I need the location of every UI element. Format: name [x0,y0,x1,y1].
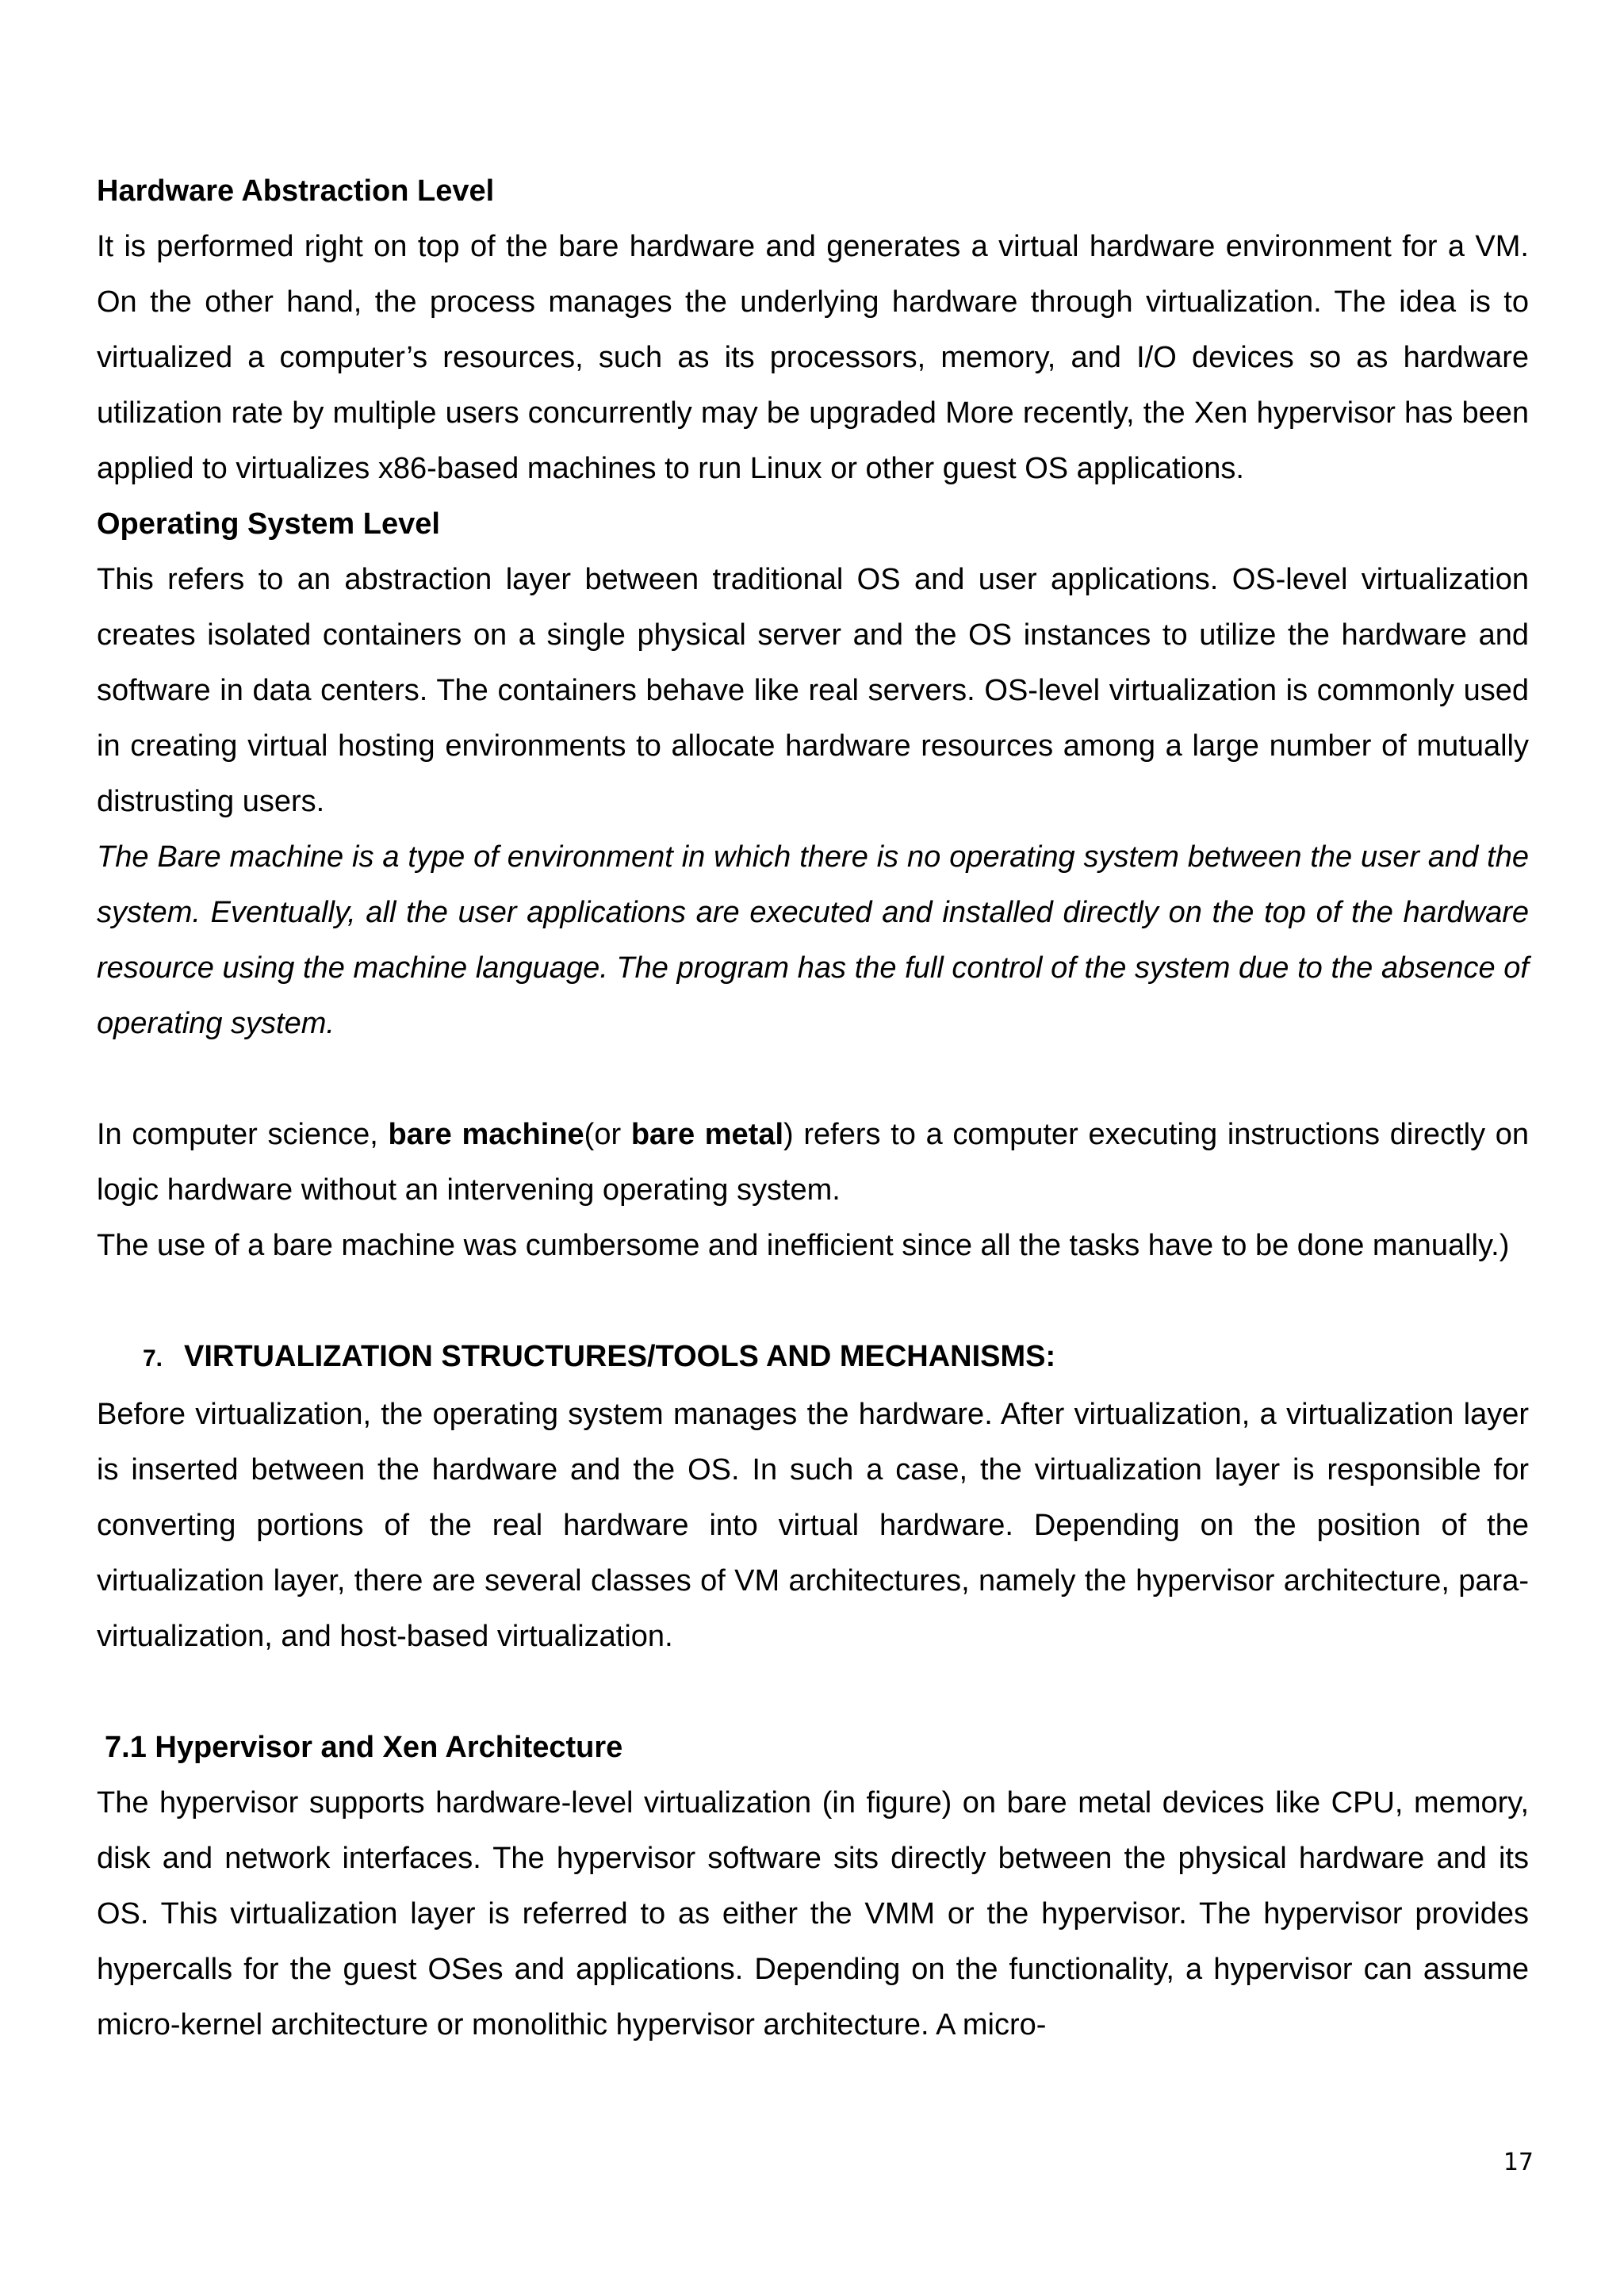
os-level-paragraph: This refers to an abstraction layer between traditional OS and user applications. OS-level virtualization creates isolated containers on a single physical server and the OS instances to utilize the hardware and software in data centers. The containers behave like real servers. OS-level virtualization is commonly used in creating virtual hosting environments to allocate hardware resources among a large number of mutually distrusting users. [97,563,1529,818]
section-7-paragraph: Before virtualization, the operating system manages the hardware. After virtualization, a virtualization layer is inserted between the hardware and the OS. In such a case, the virtualization layer is responsible for converting portions of the real hardware into virtual hardware. Depending on the position of the virtualization layer, there are several classes of VM architectures, namely the hypervisor architecture, para-virtualization, and host-based virtualization. [97,1398,1529,1653]
bold-term-bare-metal: bare metal [630,1118,784,1151]
spacer [97,1273,1529,1329]
hardware-abstraction-heading: Hardware Abstraction Level [97,174,495,208]
bare-machine-definition-paragraph [97,1107,1529,1218]
section-7-1-heading: 7.1 Hypervisor and Xen Architecture [105,1731,623,1764]
section-7-title: VIRTUALIZATION STRUCTURES/TOOLS AND MECHANISMS: [184,1340,1056,1373]
text-run: In computer science, [97,1118,389,1151]
spacer [97,1051,1529,1107]
bold-term-bare-machine: bare machine [388,1118,584,1151]
text-run: (or [584,1118,631,1151]
section-7-1-paragraph: The hypervisor supports hardware-level virtualization (in figure) on bare metal devices like CPU, memory, disk and network interfaces. The hypervisor software sits directly between the physical hardware and its OS. This virtualization layer is referred to as either the VMM or the hypervisor. The hypervisor provides hypercalls for the guest OSes and applications. Depending on the functionality, a hypervisor can assume micro-kernel architecture or monolithic hypervisor architecture. A micro- [97,1786,1529,2042]
text-run: ) refers to a computer executing instructions directly on logic hardware without an intervening operating system. [97,1118,1530,1207]
section-7-heading [97,1329,1529,1387]
document-page [97,163,1529,2053]
page-number: 17 [1503,2149,1534,2176]
bare-machine-italic-paragraph: The Bare machine is a type of environment in which there is no operating system between the user and the system. Eventually, all the user applications are executed and installed directly on the top of the hardware resource using the machine language. The program has the full control of the system due to the absence of operating system. [97,840,1529,1040]
os-level-heading: Operating System Level [97,507,440,541]
section-7-number: 7. [143,1345,163,1372]
hardware-abstraction-paragraph: It is performed right on top of the bare hardware and generates a virtual hardware environment for a VM. On the other hand, the process manages the underlying hardware through virtualization. The idea is to virtualized a computer’s resources, such as its processors, memory, and I/O devices so as hardware utilization rate by multiple users concurrently may be upgraded More recently, the Xen hypervisor has been applied to virtualizes x86-based machines to run Linux or other guest OS applications. [97,230,1529,485]
bare-machine-use-paragraph: The use of a bare machine was cumbersome and inefficient since all the tasks have to be done manually.) [97,1229,1510,1262]
spacer [97,1664,1529,1720]
